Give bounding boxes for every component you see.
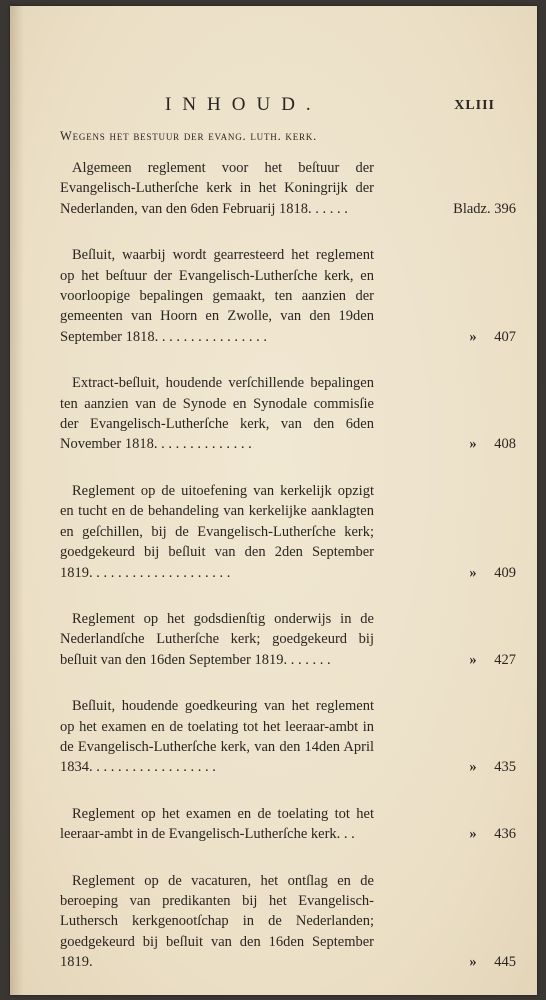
contents-entry (60, 245, 516, 347)
entry-page-number: 445 (494, 954, 516, 971)
contents-entry (60, 481, 516, 583)
contents-list (60, 158, 525, 999)
entry-ref-prefix: » (469, 436, 477, 453)
contents-entry (60, 609, 516, 670)
entry-page-ref (386, 952, 516, 972)
section-heading: Wegens het bestuur der evang. luth. kerk. (60, 129, 318, 143)
entry-ref-prefix: » (469, 759, 477, 776)
entry-page-ref (386, 434, 516, 454)
entry-ref-prefix: » (469, 328, 477, 345)
entry-text: Extract-beſluit, houdende verſchillende bepalingen ten aanzien van de Synode en Synodale commisſie der Evangelisch-Lutherſche kerk, van den 6den November 1818. . . . . . . . . . . . . . (60, 375, 374, 453)
entry-ref-prefix: Bladz. (453, 200, 491, 217)
entry-text: Beſluit, houdende goedkeuring van het reglement op het examen en de toelating tot het leeraar-ambt in de Evangelisch-Lutherſche kerk, van den 14den April 1834. . . . . . . . . . . . . . . . . . (60, 698, 374, 776)
entry-text: Reglement op het examen en de toelating tot het leeraar-ambt in de Evangelisch-Lutherſche kerk. . . (60, 805, 374, 843)
page-title: INHOUD. (165, 94, 322, 115)
entry-page-number: 408 (494, 436, 516, 453)
contents-entry (60, 158, 516, 219)
entry-ref-prefix: » (469, 651, 477, 668)
entry-page-number: 396 (494, 200, 516, 217)
contents-entry (60, 696, 516, 778)
entry-page-number: 427 (494, 651, 516, 668)
entry-page-number: 435 (494, 759, 516, 776)
entry-page-number: 409 (494, 564, 516, 581)
page-number: XLIII (454, 98, 495, 113)
contents-entry (60, 804, 516, 845)
entry-page-ref (386, 199, 516, 219)
running-header (10, 94, 537, 116)
entry-page-ref (386, 824, 516, 844)
entry-page-number: 407 (494, 328, 516, 345)
entry-text: Beſluit, waarbij wordt gearresteerd het reglement op het beſtuur der Evangelisch-Lutherſche kerk, en voorloopige bepalingen gemaakt, ten aanzien der gemeenten van Hoorn en Zwolle, van den 19den September 1818. . . . . . . . . . . . . . . . (60, 247, 374, 345)
entry-text: Reglement op de uitoefening van kerkelijk opzigt en tucht en de behandeling van kerkelijke aanklagten en geſchillen, bij de Evangelisch-Lutherſche kerk; goedgekeurd bij beſluit van den 2den September 1819. . . . . . . . . . . . . . . . . . . . (60, 482, 374, 581)
entry-page-ref (386, 563, 516, 583)
entry-ref-prefix: » (469, 954, 477, 971)
entry-text: Reglement op het godsdienſtig onderwijs in de Nederlandſche Lutherſche kerk; goedgekeurd bij beſluit van den 16den September 1819. . . . . . . (60, 610, 374, 668)
contents-entry (60, 373, 516, 455)
entry-page-number: 436 (494, 826, 516, 843)
entry-text: Algemeen reglement voor het beſtuur der Evangelisch-Lutherſche kerk in het Koningrijk der Nederlanden, van den 6den Februarij 1818. . . . . . (60, 160, 374, 217)
entry-page-ref (386, 650, 516, 670)
entry-ref-prefix: » (469, 826, 477, 843)
page-gutter-shadow (10, 6, 24, 995)
entry-page-ref (386, 327, 516, 347)
book-page (10, 6, 537, 995)
entry-ref-prefix: » (469, 564, 477, 581)
contents-entry (60, 871, 516, 973)
entry-page-ref (386, 757, 516, 777)
entry-text: Reglement op de vacaturen, het ontſlag en de beroeping van predikanten bij het Evangelisch-Luthersch kerkgenootſchap in de Nederlanden; goedgekeurd bij beſluit van den 16den September 1819. (60, 872, 374, 971)
